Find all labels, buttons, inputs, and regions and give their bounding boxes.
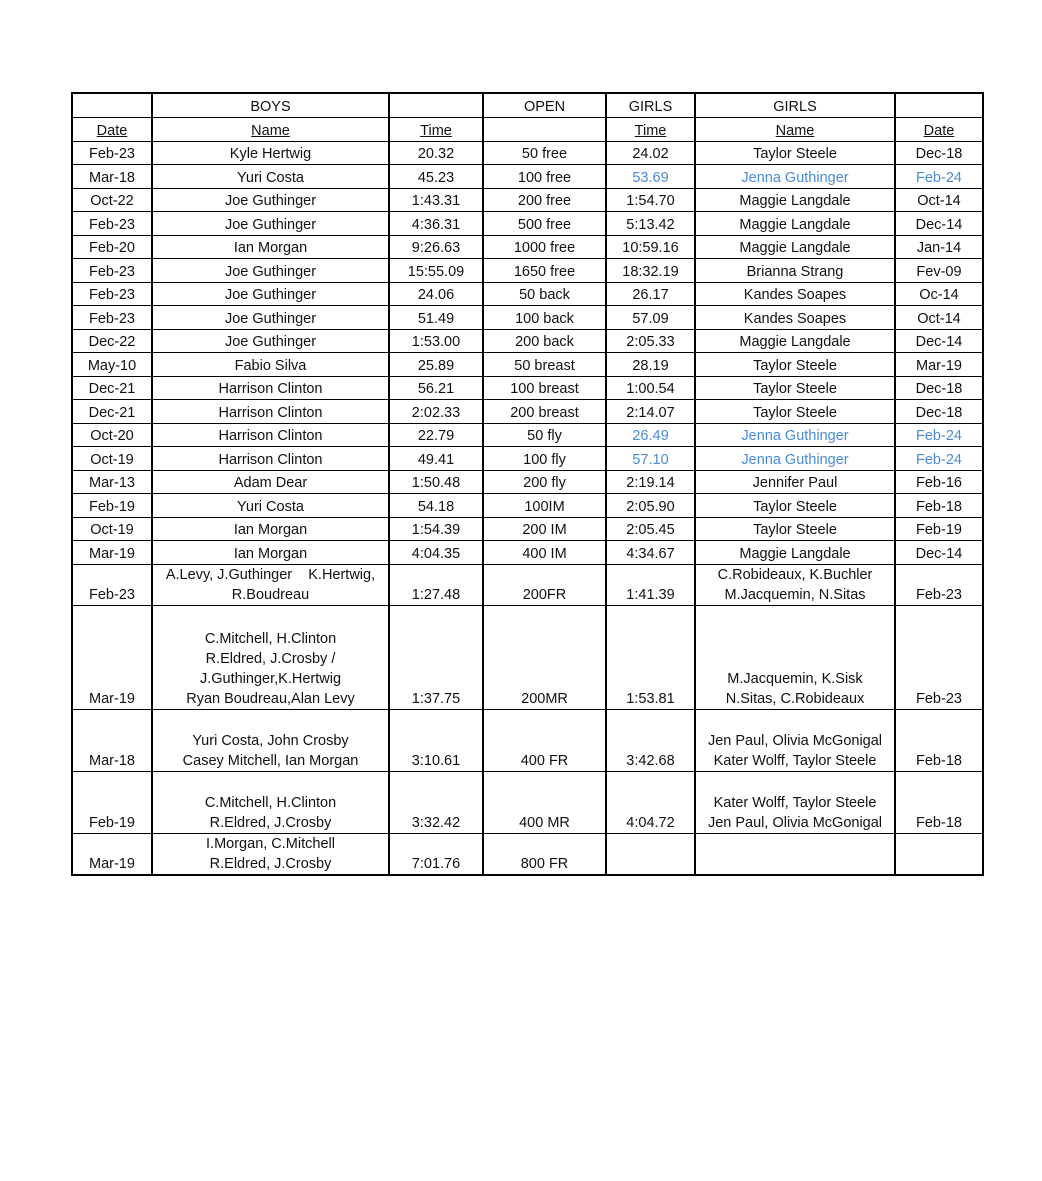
boys-date: Oct-20 — [72, 423, 152, 447]
event-name: 100 breast — [483, 376, 606, 400]
header-girls-name: GIRLS — [695, 93, 895, 118]
boys-relay-names — [152, 605, 389, 709]
relay-name-line: Yuri Costa, John Crosby — [192, 732, 349, 749]
girls-date: Dec-18 — [895, 376, 983, 400]
girls-date: Feb-18 — [895, 771, 983, 833]
girls-time: 53.69 — [606, 165, 695, 189]
boys-name: Harrison Clinton — [152, 423, 389, 447]
girls-date: Dec-18 — [895, 141, 983, 165]
boys-time: 56.21 — [389, 376, 483, 400]
boys-time: 1:27.48 — [389, 564, 483, 605]
relay-name-line: M.Jacquemin, N.Sitas — [724, 586, 866, 603]
relay-name-line: Kater Wolff, Taylor Steele — [713, 794, 877, 811]
boys-time: 22.79 — [389, 423, 483, 447]
girls-relay-names — [695, 605, 895, 709]
record-row — [72, 353, 983, 377]
records-table — [71, 92, 984, 876]
girls-time: 1:41.39 — [606, 564, 695, 605]
event-name: 200MR — [483, 605, 606, 709]
event-name: 200 breast — [483, 400, 606, 424]
boys-date: Mar-13 — [72, 470, 152, 494]
boys-date: Dec-22 — [72, 329, 152, 353]
girls-date: Oct-14 — [895, 188, 983, 212]
record-row — [72, 235, 983, 259]
relay-row — [72, 709, 983, 771]
boys-name: Joe Guthinger — [152, 212, 389, 236]
girls-name: Taylor Steele — [695, 517, 895, 541]
girls-date: Feb-24 — [895, 423, 983, 447]
girls-name: Jenna Guthinger — [695, 165, 895, 189]
boys-time: 9:26.63 — [389, 235, 483, 259]
boys-date: Oct-19 — [72, 517, 152, 541]
boys-date: May-10 — [72, 353, 152, 377]
girls-date: Dec-14 — [895, 541, 983, 565]
boys-name: Joe Guthinger — [152, 306, 389, 330]
boys-date: Mar-19 — [72, 541, 152, 565]
boys-time: 49.41 — [389, 447, 483, 471]
event-name: 200 fly — [483, 470, 606, 494]
girls-date: Feb-23 — [895, 605, 983, 709]
header-blank — [389, 93, 483, 118]
girls-time: 26.17 — [606, 282, 695, 306]
record-row — [72, 165, 983, 189]
boys-time: 2:02.33 — [389, 400, 483, 424]
boys-time: 1:37.75 — [389, 605, 483, 709]
girls-time: 2:19.14 — [606, 470, 695, 494]
boys-time: 1:43.31 — [389, 188, 483, 212]
event-name: 100 free — [483, 165, 606, 189]
record-row — [72, 141, 983, 165]
relay-name-line: A.Levy, J.Guthinger K.Hertwig, — [165, 566, 376, 583]
boys-date: Feb-23 — [72, 259, 152, 283]
boys-time: 45.23 — [389, 165, 483, 189]
relay-name-line: N.Sitas, C.Robideaux — [725, 690, 865, 707]
relay-name-line: R.Eldred, J.Crosby / — [205, 650, 336, 667]
relay-name-line: Kater Wolff, Taylor Steele — [713, 752, 877, 769]
boys-date: Feb-23 — [72, 141, 152, 165]
girls-name: Taylor Steele — [695, 400, 895, 424]
girls-name: Maggie Langdale — [695, 329, 895, 353]
event-name: 50 back — [483, 282, 606, 306]
event-name: 200 back — [483, 329, 606, 353]
boys-time: 7:01.76 — [389, 833, 483, 875]
girls-time: 2:05.90 — [606, 494, 695, 518]
girls-relay-names — [695, 833, 895, 875]
header-open: OPEN — [483, 93, 606, 118]
girls-time: 3:42.68 — [606, 709, 695, 771]
girls-date: Dec-14 — [895, 212, 983, 236]
girls-date: Fev-09 — [895, 259, 983, 283]
girls-relay-names — [695, 771, 895, 833]
event-name: 1000 free — [483, 235, 606, 259]
record-row — [72, 376, 983, 400]
record-row — [72, 517, 983, 541]
relay-row — [72, 833, 983, 875]
boys-date: Dec-21 — [72, 376, 152, 400]
event-name: 400 MR — [483, 771, 606, 833]
boys-time: 4:04.35 — [389, 541, 483, 565]
event-name: 50 free — [483, 141, 606, 165]
record-row — [72, 541, 983, 565]
event-name: 100IM — [483, 494, 606, 518]
girls-name: Maggie Langdale — [695, 235, 895, 259]
boys-time: 20.32 — [389, 141, 483, 165]
relay-name-line: I.Morgan, C.Mitchell — [206, 835, 335, 852]
girls-date: Feb-24 — [895, 165, 983, 189]
header-girls-time: GIRLS — [606, 93, 695, 118]
relay-name-line: Jen Paul, Olivia McGonigal — [707, 814, 883, 831]
event-name: 200 IM — [483, 517, 606, 541]
relay-name-line: Casey Mitchell, Ian Morgan — [182, 752, 359, 769]
girls-name: Maggie Langdale — [695, 188, 895, 212]
girls-date: Feb-24 — [895, 447, 983, 471]
event-name: 500 free — [483, 212, 606, 236]
girls-time: 24.02 — [606, 141, 695, 165]
girls-name: Maggie Langdale — [695, 541, 895, 565]
girls-date: Feb-18 — [895, 709, 983, 771]
boys-time: 3:10.61 — [389, 709, 483, 771]
boys-name: Adam Dear — [152, 470, 389, 494]
relay-name-line: Ryan Boudreau,Alan Levy — [186, 690, 355, 707]
boys-name: Ian Morgan — [152, 541, 389, 565]
boys-time: 1:50.48 — [389, 470, 483, 494]
event-name: 100 back — [483, 306, 606, 330]
event-name: 200 free — [483, 188, 606, 212]
girls-date: Oc-14 — [895, 282, 983, 306]
relay-name-line: M.Jacquemin, K.Sisk — [727, 670, 863, 687]
boys-date: Mar-18 — [72, 165, 152, 189]
boys-time: 3:32.42 — [389, 771, 483, 833]
record-row — [72, 282, 983, 306]
boys-date: Feb-23 — [72, 564, 152, 605]
girls-date: Feb-18 — [895, 494, 983, 518]
record-row — [72, 447, 983, 471]
event-name: 400 FR — [483, 709, 606, 771]
records-table-body — [72, 93, 983, 875]
boys-time: 51.49 — [389, 306, 483, 330]
girls-date: Feb-16 — [895, 470, 983, 494]
girls-relay-names — [695, 564, 895, 605]
boys-date: Feb-19 — [72, 494, 152, 518]
girls-relay-names — [695, 709, 895, 771]
girls-time: 2:14.07 — [606, 400, 695, 424]
girls-time: 57.09 — [606, 306, 695, 330]
record-row — [72, 306, 983, 330]
event-name: 200FR — [483, 564, 606, 605]
boys-name: Ian Morgan — [152, 517, 389, 541]
girls-date — [895, 833, 983, 875]
record-row — [72, 494, 983, 518]
girls-name: Maggie Langdale — [695, 212, 895, 236]
boys-time: 54.18 — [389, 494, 483, 518]
relay-row — [72, 564, 983, 605]
girls-name: Jenna Guthinger — [695, 423, 895, 447]
boys-name: Joe Guthinger — [152, 282, 389, 306]
record-row — [72, 212, 983, 236]
boys-name: Yuri Costa — [152, 494, 389, 518]
boys-time: 1:53.00 — [389, 329, 483, 353]
boys-relay-names — [152, 771, 389, 833]
girls-time: 1:54.70 — [606, 188, 695, 212]
girls-name: Taylor Steele — [695, 376, 895, 400]
relay-name-line: R.Eldred, J.Crosby — [209, 855, 332, 872]
girls-time: 2:05.45 — [606, 517, 695, 541]
girls-name: Taylor Steele — [695, 353, 895, 377]
girls-name: Taylor Steele — [695, 494, 895, 518]
boys-name: Joe Guthinger — [152, 188, 389, 212]
girls-time: 1:00.54 — [606, 376, 695, 400]
girls-time: 1:53.81 — [606, 605, 695, 709]
col-header-boys-time: Time — [389, 118, 483, 142]
event-name: 50 breast — [483, 353, 606, 377]
boys-time: 15:55.09 — [389, 259, 483, 283]
relay-name-line: R.Boudreau — [231, 586, 310, 603]
girls-date: Jan-14 — [895, 235, 983, 259]
record-row — [72, 259, 983, 283]
event-name: 50 fly — [483, 423, 606, 447]
record-row — [72, 188, 983, 212]
record-row — [72, 470, 983, 494]
relay-name-line: C.Mitchell, H.Clinton — [204, 630, 337, 647]
boys-date: Feb-19 — [72, 771, 152, 833]
boys-date: Feb-20 — [72, 235, 152, 259]
boys-date: Feb-23 — [72, 282, 152, 306]
boys-name: Harrison Clinton — [152, 400, 389, 424]
relay-name-line: R.Eldred, J.Crosby — [209, 814, 332, 831]
boys-date: Mar-19 — [72, 833, 152, 875]
boys-name: Fabio Silva — [152, 353, 389, 377]
boys-name: Joe Guthinger — [152, 329, 389, 353]
relay-name-line: C.Robideaux, K.Buchler — [717, 566, 873, 583]
event-name: 800 FR — [483, 833, 606, 875]
relay-row — [72, 605, 983, 709]
girls-name: Kandes Soapes — [695, 282, 895, 306]
col-header-girls-date: Date — [895, 118, 983, 142]
girls-date: Oct-14 — [895, 306, 983, 330]
boys-date: Feb-23 — [72, 212, 152, 236]
header-row-1 — [72, 93, 983, 118]
girls-date: Feb-23 — [895, 564, 983, 605]
girls-time: 4:04.72 — [606, 771, 695, 833]
col-header-girls-name: Name — [695, 118, 895, 142]
event-name: 100 fly — [483, 447, 606, 471]
girls-time: 28.19 — [606, 353, 695, 377]
header-row-2 — [72, 118, 983, 142]
boys-relay-names — [152, 564, 389, 605]
girls-time: 5:13.42 — [606, 212, 695, 236]
girls-time: 18:32.19 — [606, 259, 695, 283]
relay-name-line: J.Guthinger,K.Hertwig — [199, 670, 342, 687]
girls-date: Dec-14 — [895, 329, 983, 353]
girls-time: 57.10 — [606, 447, 695, 471]
boys-time: 25.89 — [389, 353, 483, 377]
event-name: 1650 free — [483, 259, 606, 283]
girls-time: 10:59.16 — [606, 235, 695, 259]
boys-date: Mar-18 — [72, 709, 152, 771]
girls-name: Kandes Soapes — [695, 306, 895, 330]
col-header-boys-name: Name — [152, 118, 389, 142]
girls-time — [606, 833, 695, 875]
event-name: 400 IM — [483, 541, 606, 565]
header-blank — [72, 93, 152, 118]
boys-name: Kyle Hertwig — [152, 141, 389, 165]
boys-time: 1:54.39 — [389, 517, 483, 541]
boys-name: Yuri Costa — [152, 165, 389, 189]
girls-time: 4:34.67 — [606, 541, 695, 565]
boys-name: Harrison Clinton — [152, 447, 389, 471]
record-row — [72, 329, 983, 353]
girls-date: Feb-19 — [895, 517, 983, 541]
boys-name: Harrison Clinton — [152, 376, 389, 400]
relay-row — [72, 771, 983, 833]
boys-date: Dec-21 — [72, 400, 152, 424]
header-blank — [895, 93, 983, 118]
record-row — [72, 400, 983, 424]
girls-name: Jenna Guthinger — [695, 447, 895, 471]
girls-name: Taylor Steele — [695, 141, 895, 165]
boys-relay-names — [152, 833, 389, 875]
relay-name-line: C.Mitchell, H.Clinton — [204, 794, 337, 811]
boys-date: Feb-23 — [72, 306, 152, 330]
girls-date: Dec-18 — [895, 400, 983, 424]
boys-relay-names — [152, 709, 389, 771]
boys-name: Ian Morgan — [152, 235, 389, 259]
boys-date: Oct-22 — [72, 188, 152, 212]
col-header-event — [483, 118, 606, 142]
girls-time: 2:05.33 — [606, 329, 695, 353]
boys-time: 4:36.31 — [389, 212, 483, 236]
girls-name: Jennifer Paul — [695, 470, 895, 494]
girls-name: Brianna Strang — [695, 259, 895, 283]
record-row — [72, 423, 983, 447]
boys-name: Joe Guthinger — [152, 259, 389, 283]
col-header-boys-date: Date — [72, 118, 152, 142]
girls-time: 26.49 — [606, 423, 695, 447]
boys-date: Mar-19 — [72, 605, 152, 709]
header-boys: BOYS — [152, 93, 389, 118]
boys-date: Oct-19 — [72, 447, 152, 471]
girls-date: Mar-19 — [895, 353, 983, 377]
relay-name-line: Jen Paul, Olivia McGonigal — [707, 732, 883, 749]
col-header-girls-time: Time — [606, 118, 695, 142]
boys-time: 24.06 — [389, 282, 483, 306]
